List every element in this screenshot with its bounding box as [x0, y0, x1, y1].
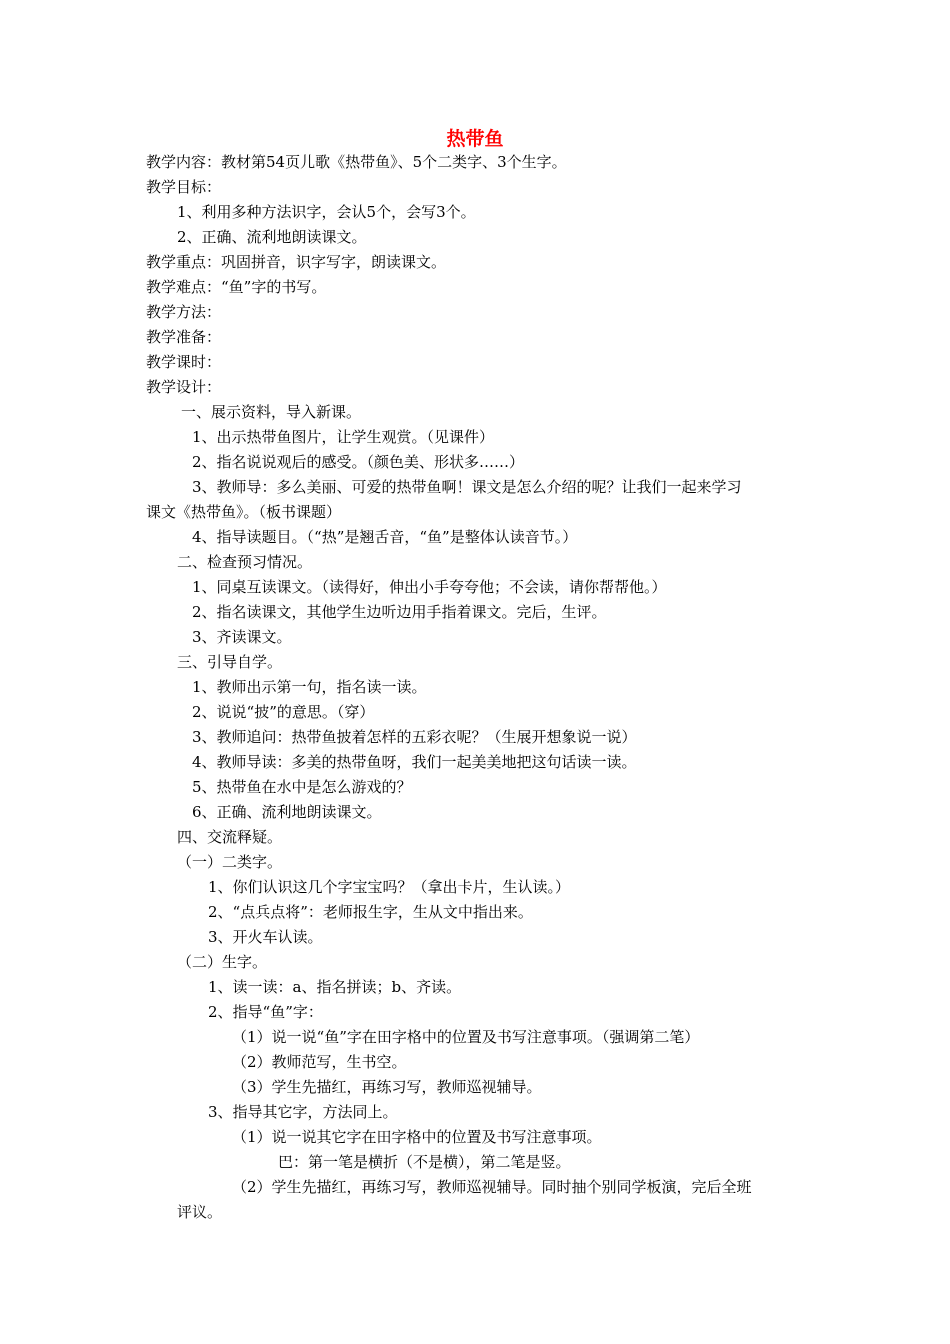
- line-design: 教学设计：: [146, 378, 222, 396]
- section-3-item-1: 1、教师出示第一句，指名读一读。: [192, 678, 427, 696]
- line-objective-1: 1、利用多种方法识字，会认5个，会写3个。: [177, 203, 476, 221]
- subsection-2-item-3-step-1: （1）说一说其它字在田字格中的位置及书写注意事项。: [232, 1128, 602, 1146]
- section-2-heading: 二、检查预习情况。: [177, 553, 313, 571]
- subsection-2-item-3-step-2-cont: 评议。: [177, 1203, 223, 1221]
- line-hours: 教学课时：: [146, 353, 222, 371]
- section-3-heading: 三、引导自学。: [177, 653, 283, 671]
- section-1-item-3-cont: 课文《热带鱼》。（板书课题）: [146, 503, 342, 521]
- section-1-item-3: 3、教师导：多么美丽、可爱的热带鱼啊！课文是怎么介绍的呢？让我们一起来学习: [192, 478, 742, 496]
- subsection-2-item-2: 2、指导“鱼”字：: [208, 1003, 323, 1021]
- document-title: 热带鱼: [446, 128, 504, 150]
- line-method: 教学方法：: [146, 303, 222, 321]
- section-3-item-3: 3、教师追问：热带鱼披着怎样的五彩衣呢？（生展开想象说一说）: [192, 728, 637, 746]
- subsection-2-step-2: （2）教师范写，生书空。: [232, 1053, 407, 1071]
- line-key-points: 教学重点：巩固拼音，识字写字，朗读课文。: [146, 253, 447, 271]
- line-content: 教学内容：教材第54页儿歌《热带鱼》、5个二类字、3个生字。: [146, 153, 567, 171]
- subsection-1-item-3: 3、开火车认读。: [208, 928, 323, 946]
- subsection-2-step-1: （1）说一说“鱼”字在田字格中的位置及书写注意事项。（强调第二笔）: [232, 1028, 700, 1046]
- section-2-item-1: 1、同桌互读课文。（读得好，伸出小手夸夸他；不会读，请你帮帮他。）: [192, 578, 667, 596]
- section-2-item-3: 3、齐读课文。: [192, 628, 292, 646]
- section-3-item-2: 2、说说“披”的意思。（穿）: [192, 703, 375, 721]
- subsection-1-item-2: 2、“点兵点将”：老师报生字，生从文中指出来。: [208, 903, 533, 921]
- section-1-item-2: 2、指名说说观后的感受。（颜色美、形状多……）: [192, 453, 525, 471]
- line-difficulty: 教学难点：“鱼”字的书写。: [146, 278, 327, 296]
- line-objectives: 教学目标：: [146, 178, 222, 196]
- subsection-1-heading: （一）二类字。: [177, 853, 283, 871]
- section-3-item-6: 6、正确、流利地朗读课文。: [192, 803, 382, 821]
- section-3-item-4: 4、教师导读：多美的热带鱼呀，我们一起美美地把这句话读一读。: [192, 753, 637, 771]
- section-2-item-2: 2、指名读课文，其他学生边听边用手指着课文。完后，生评。: [192, 603, 607, 621]
- section-3-item-5: 5、热带鱼在水中是怎么游戏的？: [192, 778, 412, 796]
- section-4-heading: 四、交流释疑。: [177, 828, 283, 846]
- subsection-2-item-3-note: 巴：第一笔是横折（不是横），第二笔是竖。: [278, 1153, 571, 1171]
- section-1-item-1: 1、出示热带鱼图片，让学生观赏。（见课件）: [192, 428, 495, 446]
- section-1-heading: 一、展示资料，导入新课。: [181, 403, 362, 421]
- subsection-2-step-3: （3）学生先描红，再练习写，教师巡视辅导。: [232, 1078, 542, 1096]
- line-objective-2: 2、正确、流利地朗读课文。: [177, 228, 367, 246]
- subsection-2-item-3-step-2: （2）学生先描红，再练习写，教师巡视辅导。同时抽个别同学板演，完后全班: [232, 1178, 752, 1196]
- subsection-2-item-1: 1、读一读：a、指名拼读；b、齐读。: [208, 978, 462, 996]
- section-1-item-4: 4、指导读题目。（“热”是翘舌音，“鱼”是整体认读音节。）: [192, 528, 578, 546]
- subsection-1-item-1: 1、你们认识这几个字宝宝吗？（拿出卡片，生认读。）: [208, 878, 571, 896]
- subsection-2-item-3: 3、指导其它字，方法同上。: [208, 1103, 398, 1121]
- subsection-2-heading: （二）生字。: [177, 953, 268, 971]
- line-prep: 教学准备：: [146, 328, 222, 346]
